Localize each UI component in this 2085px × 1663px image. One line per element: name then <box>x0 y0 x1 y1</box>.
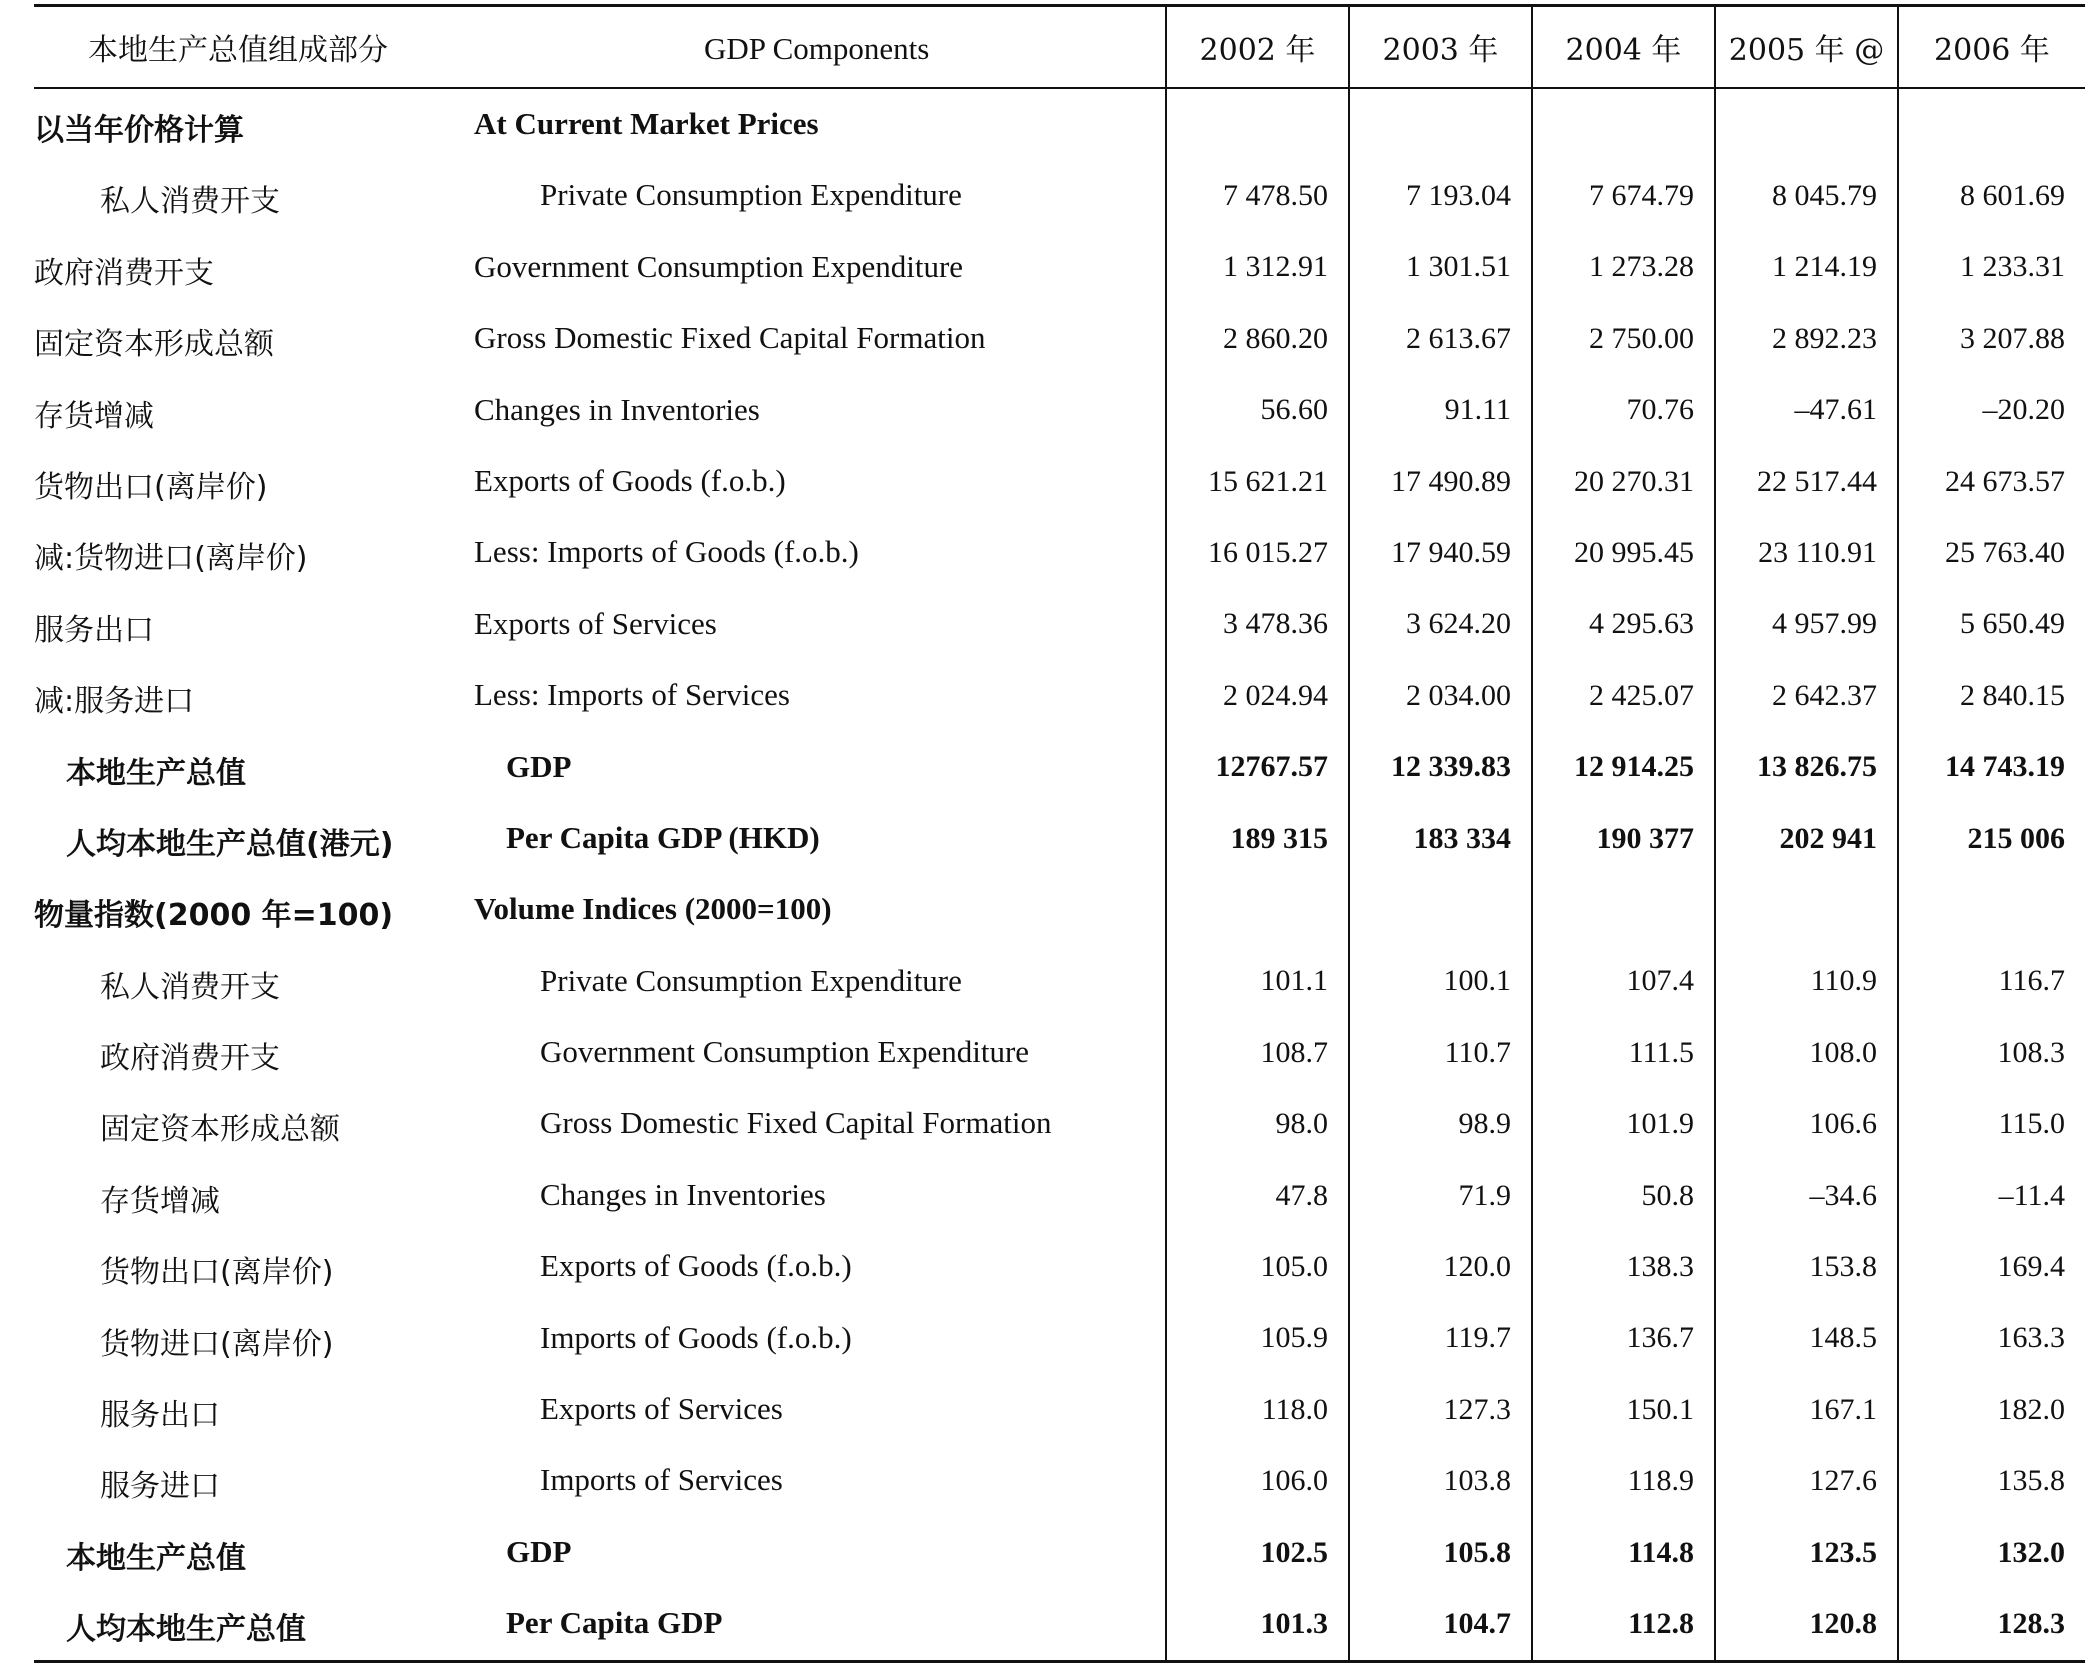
value-cell: 163.3 <box>1898 1303 2085 1374</box>
row-label-cell <box>34 1374 1166 1445</box>
value-cell: 12 339.83 <box>1349 732 1532 803</box>
row-label-cell <box>34 517 1166 588</box>
row-label-zh: 政府消费开支 <box>100 1041 280 1077</box>
row-label-en: GDP <box>506 748 572 784</box>
row-label-en: Gross Domestic Fixed Capital Formation <box>540 1105 1052 1141</box>
value-cell: 106.6 <box>1715 1088 1898 1159</box>
value-cell: 128.3 <box>1898 1588 2085 1661</box>
value-cell: 2 840.15 <box>1898 660 2085 731</box>
row-label-en: Changes in Inventories <box>474 391 760 427</box>
value-cell <box>1532 88 1715 160</box>
value-cell: 138.3 <box>1532 1231 1715 1302</box>
row-label-cell <box>34 1445 1166 1516</box>
row-label-cell <box>34 946 1166 1017</box>
row-label-en: Volume Indices (2000=100) <box>474 891 832 927</box>
table-row <box>34 660 2085 731</box>
row-label-cell <box>34 660 1166 731</box>
table-row <box>34 160 2085 231</box>
value-cell <box>1898 88 2085 160</box>
row-label-zh: 服务出口 <box>34 612 154 648</box>
row-label-zh: 人均本地生产总值 <box>66 1612 306 1648</box>
row-label-zh: 物量指数(2000 年=100) <box>34 898 394 934</box>
row-label-cell <box>34 1231 1166 1302</box>
value-cell: 105.8 <box>1349 1517 1532 1588</box>
value-cell: 148.5 <box>1715 1303 1898 1374</box>
value-cell: 101.9 <box>1532 1088 1715 1159</box>
value-cell: 1 312.91 <box>1166 232 1349 303</box>
value-cell: 17 940.59 <box>1349 517 1532 588</box>
row-label-en: Less: Imports of Goods (f.o.b.) <box>474 534 859 570</box>
value-cell: 2 642.37 <box>1715 660 1898 731</box>
row-label-zh: 货物出口(离岸价) <box>100 1255 334 1291</box>
value-cell: 120.0 <box>1349 1231 1532 1302</box>
value-cell: 105.9 <box>1166 1303 1349 1374</box>
row-label-zh: 货物出口(离岸价) <box>34 469 268 505</box>
table-row <box>34 1160 2085 1231</box>
row-label-cell <box>34 88 1166 160</box>
value-cell: 104.7 <box>1349 1588 1532 1661</box>
value-cell: 202 941 <box>1715 803 1898 874</box>
value-cell: 25 763.40 <box>1898 517 2085 588</box>
value-cell: 23 110.91 <box>1715 517 1898 588</box>
value-cell: –11.4 <box>1898 1160 2085 1231</box>
row-label-cell <box>34 232 1166 303</box>
value-cell: 47.8 <box>1166 1160 1349 1231</box>
value-cell <box>1166 88 1349 160</box>
row-label-zh: 货物进口(离岸价) <box>100 1326 334 1362</box>
table-row <box>34 1445 2085 1516</box>
row-label-zh: 服务进口 <box>100 1469 220 1505</box>
value-cell: 123.5 <box>1715 1517 1898 1588</box>
value-cell: 2 034.00 <box>1349 660 1532 731</box>
table-row <box>34 517 2085 588</box>
row-label-cell <box>34 1160 1166 1231</box>
value-cell: 1 233.31 <box>1898 232 2085 303</box>
table-row <box>34 1088 2085 1159</box>
row-label-zh: 固定资本形成总额 <box>34 327 274 363</box>
row-label-cell <box>34 375 1166 446</box>
value-cell <box>1715 88 1898 160</box>
value-cell: 115.0 <box>1898 1088 2085 1159</box>
value-cell: 17 490.89 <box>1349 446 1532 517</box>
header-year: 2004 年 <box>1532 6 1715 89</box>
table-row <box>34 303 2085 374</box>
row-label-zh: 服务出口 <box>100 1398 220 1434</box>
table-row <box>34 1588 2085 1661</box>
table-row <box>34 446 2085 517</box>
value-cell: 20 270.31 <box>1532 446 1715 517</box>
table-row <box>34 1517 2085 1588</box>
value-cell: 136.7 <box>1532 1303 1715 1374</box>
table-row <box>34 803 2085 874</box>
row-label-en: Per Capita GDP <box>506 1605 723 1641</box>
value-cell: 2 024.94 <box>1166 660 1349 731</box>
value-cell <box>1349 874 1532 945</box>
value-cell: 8 601.69 <box>1898 160 2085 231</box>
value-cell: 118.9 <box>1532 1445 1715 1516</box>
value-cell: 8 045.79 <box>1715 160 1898 231</box>
value-cell: 215 006 <box>1898 803 2085 874</box>
value-cell: 70.76 <box>1532 375 1715 446</box>
value-cell: 13 826.75 <box>1715 732 1898 803</box>
header-year: 2005 年 @ <box>1715 6 1898 89</box>
value-cell: 107.4 <box>1532 946 1715 1017</box>
value-cell: 119.7 <box>1349 1303 1532 1374</box>
row-label-zh: 私人消费开支 <box>100 969 280 1005</box>
value-cell: 120.8 <box>1715 1588 1898 1661</box>
table-row <box>34 1303 2085 1374</box>
value-cell: 7 674.79 <box>1532 160 1715 231</box>
gdp-components-table <box>34 4 2085 1663</box>
header-zh: 本地生产总值组成部分 <box>88 33 388 68</box>
value-cell: 116.7 <box>1898 946 2085 1017</box>
table-row <box>34 589 2085 660</box>
table-row <box>34 874 2085 945</box>
value-cell: 20 995.45 <box>1532 517 1715 588</box>
header-year: 2002 年 <box>1166 6 1349 89</box>
table-row <box>34 1374 2085 1445</box>
value-cell: 22 517.44 <box>1715 446 1898 517</box>
row-label-cell <box>34 1088 1166 1159</box>
table-row <box>34 88 2085 160</box>
value-cell: 4 957.99 <box>1715 589 1898 660</box>
value-cell: 132.0 <box>1898 1517 2085 1588</box>
row-label-zh: 存货增减 <box>100 1183 220 1219</box>
value-cell: 24 673.57 <box>1898 446 2085 517</box>
row-label-cell <box>34 874 1166 945</box>
value-cell: 3 478.36 <box>1166 589 1349 660</box>
value-cell: 101.1 <box>1166 946 1349 1017</box>
table-row <box>34 946 2085 1017</box>
row-label-cell <box>34 1588 1166 1661</box>
row-label-zh: 减:服务进口 <box>34 684 195 720</box>
header-year: 2003 年 <box>1349 6 1532 89</box>
header-en: GDP Components <box>704 31 930 66</box>
table-row <box>34 1017 2085 1088</box>
table-row <box>34 232 2085 303</box>
value-cell: –20.20 <box>1898 375 2085 446</box>
value-cell: 4 295.63 <box>1532 589 1715 660</box>
value-cell: 7 478.50 <box>1166 160 1349 231</box>
row-label-en: Private Consumption Expenditure <box>540 962 962 998</box>
value-cell: 108.3 <box>1898 1017 2085 1088</box>
row-label-cell <box>34 589 1166 660</box>
row-label-zh: 存货增减 <box>34 398 154 434</box>
value-cell: 110.7 <box>1349 1017 1532 1088</box>
value-cell: 98.0 <box>1166 1088 1349 1159</box>
value-cell: –34.6 <box>1715 1160 1898 1231</box>
value-cell: 2 860.20 <box>1166 303 1349 374</box>
value-cell <box>1349 88 1532 160</box>
value-cell: 101.3 <box>1166 1588 1349 1661</box>
value-cell: 2 425.07 <box>1532 660 1715 731</box>
value-cell: 118.0 <box>1166 1374 1349 1445</box>
value-cell: 71.9 <box>1349 1160 1532 1231</box>
value-cell: 2 613.67 <box>1349 303 1532 374</box>
value-cell: 183 334 <box>1349 803 1532 874</box>
row-label-cell <box>34 1017 1166 1088</box>
row-label-en: Per Capita GDP (HKD) <box>506 819 820 855</box>
value-cell: 102.5 <box>1166 1517 1349 1588</box>
row-label-zh: 政府消费开支 <box>34 255 214 291</box>
value-cell: 112.8 <box>1532 1588 1715 1661</box>
table-row <box>34 375 2085 446</box>
row-label-en: Changes in Inventories <box>540 1176 826 1212</box>
row-label-zh: 本地生产总值 <box>66 1540 246 1576</box>
header-components <box>34 6 1166 89</box>
row-label-en: Less: Imports of Services <box>474 677 790 713</box>
value-cell: 108.0 <box>1715 1017 1898 1088</box>
row-label-cell <box>34 160 1166 231</box>
value-cell: 111.5 <box>1532 1017 1715 1088</box>
row-label-zh: 减:货物进口(离岸价) <box>34 541 308 577</box>
value-cell: 100.1 <box>1349 946 1532 1017</box>
value-cell: 190 377 <box>1532 803 1715 874</box>
value-cell: 12 914.25 <box>1532 732 1715 803</box>
table-row <box>34 1231 2085 1302</box>
row-label-cell <box>34 803 1166 874</box>
value-cell: 50.8 <box>1532 1160 1715 1231</box>
row-label-en: Imports of Goods (f.o.b.) <box>540 1319 852 1355</box>
value-cell: 105.0 <box>1166 1231 1349 1302</box>
value-cell <box>1898 874 2085 945</box>
value-cell: 127.3 <box>1349 1374 1532 1445</box>
value-cell: –47.61 <box>1715 375 1898 446</box>
row-label-zh: 人均本地生产总值(港元) <box>66 826 394 862</box>
row-label-en: At Current Market Prices <box>474 106 819 141</box>
value-cell: 1 273.28 <box>1532 232 1715 303</box>
value-cell: 114.8 <box>1532 1517 1715 1588</box>
value-cell: 12767.57 <box>1166 732 1349 803</box>
row-label-en: Imports of Services <box>540 1462 783 1498</box>
value-cell: 3 207.88 <box>1898 303 2085 374</box>
value-cell: 3 624.20 <box>1349 589 1532 660</box>
value-cell: 110.9 <box>1715 946 1898 1017</box>
row-label-cell <box>34 446 1166 517</box>
value-cell: 189 315 <box>1166 803 1349 874</box>
row-label-en: Exports of Services <box>474 605 717 641</box>
value-cell: 91.11 <box>1349 375 1532 446</box>
value-cell <box>1715 874 1898 945</box>
value-cell: 56.60 <box>1166 375 1349 446</box>
value-cell: 103.8 <box>1349 1445 1532 1516</box>
value-cell: 150.1 <box>1532 1374 1715 1445</box>
value-cell: 16 015.27 <box>1166 517 1349 588</box>
value-cell: 153.8 <box>1715 1231 1898 1302</box>
value-cell: 1 301.51 <box>1349 232 1532 303</box>
value-cell: 7 193.04 <box>1349 160 1532 231</box>
value-cell: 182.0 <box>1898 1374 2085 1445</box>
value-cell: 2 750.00 <box>1532 303 1715 374</box>
table-body <box>34 88 2085 1661</box>
row-label-en: Government Consumption Expenditure <box>474 248 964 284</box>
row-label-en: Exports of Goods (f.o.b.) <box>540 1248 852 1284</box>
value-cell <box>1532 874 1715 945</box>
value-cell <box>1166 874 1349 945</box>
row-label-en: Private Consumption Expenditure <box>540 177 962 213</box>
value-cell: 108.7 <box>1166 1017 1349 1088</box>
row-label-cell <box>34 1517 1166 1588</box>
row-label-en: Government Consumption Expenditure <box>540 1034 1030 1070</box>
row-label-zh: 以当年价格计算 <box>34 113 244 148</box>
row-label-cell <box>34 732 1166 803</box>
value-cell: 98.9 <box>1349 1088 1532 1159</box>
row-label-zh: 私人消费开支 <box>100 184 280 220</box>
row-label-zh: 固定资本形成总额 <box>100 1112 340 1148</box>
row-label-cell <box>34 1303 1166 1374</box>
row-label-en: Exports of Services <box>540 1391 783 1427</box>
row-label-zh: 本地生产总值 <box>66 755 246 791</box>
value-cell: 127.6 <box>1715 1445 1898 1516</box>
table-header-row <box>34 6 2085 89</box>
row-label-en: GDP <box>506 1533 572 1569</box>
table-row <box>34 732 2085 803</box>
value-cell: 1 214.19 <box>1715 232 1898 303</box>
value-cell: 106.0 <box>1166 1445 1349 1516</box>
value-cell: 5 650.49 <box>1898 589 2085 660</box>
row-label-en: Gross Domestic Fixed Capital Formation <box>474 320 986 356</box>
value-cell: 14 743.19 <box>1898 732 2085 803</box>
value-cell: 2 892.23 <box>1715 303 1898 374</box>
value-cell: 15 621.21 <box>1166 446 1349 517</box>
value-cell: 167.1 <box>1715 1374 1898 1445</box>
row-label-cell <box>34 303 1166 374</box>
row-label-en: Exports of Goods (f.o.b.) <box>474 462 786 498</box>
header-year: 2006 年 <box>1898 6 2085 89</box>
value-cell: 135.8 <box>1898 1445 2085 1516</box>
value-cell: 169.4 <box>1898 1231 2085 1302</box>
